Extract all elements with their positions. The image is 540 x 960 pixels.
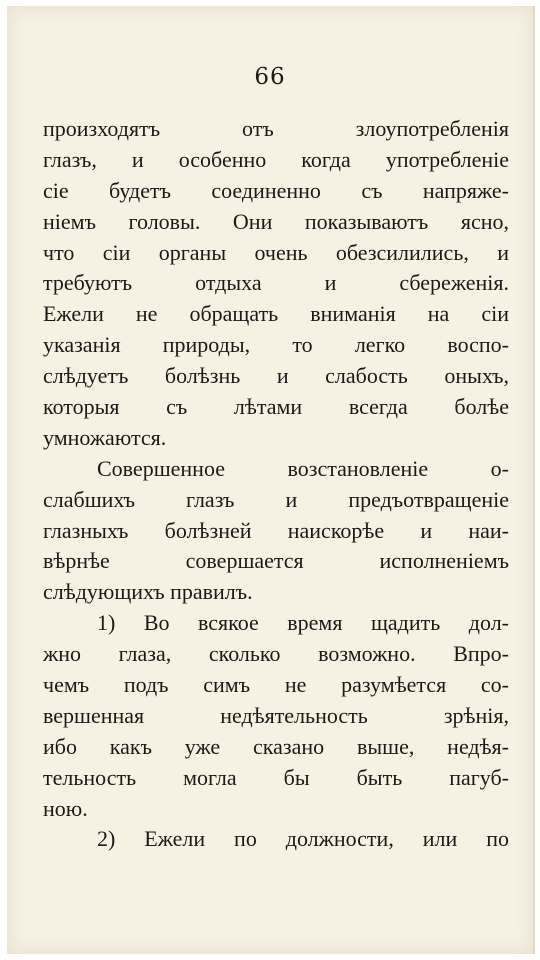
text-line: слѣдующихъ правилъ. [43, 579, 253, 605]
text-line: умножаются. [43, 424, 167, 450]
text-line: вершенная недѣятельность зрѣнія, [43, 702, 509, 728]
page-text [43, 114, 509, 855]
text-line: вѣрнѣе совершается исполненіемъ [43, 548, 509, 574]
text-line: ибо какъ уже сказано выше, недѣя- [43, 733, 509, 759]
text-line: глазъ, и особенно когда употребленіе [43, 146, 509, 172]
text-line: Совершенное возстановленіе о- [97, 455, 509, 481]
text-line: слабшихъ глазъ и предъотвращеніе [43, 486, 509, 512]
page-number: 66 [254, 64, 286, 90]
text-line: ною. [43, 795, 88, 821]
text-line: указанія природы, то легко воспо- [43, 332, 509, 358]
text-line: 2) Ежели по должности, или по [97, 826, 509, 852]
text-line: жно глаза, сколько возможно. Впро- [43, 641, 509, 667]
text-line: требуютъ отдыха и сбереженія. [43, 270, 509, 296]
text-line: 1) Во всякое время щадить дол- [97, 610, 509, 636]
text-line: ніемъ головы. Они показываютъ ясно, [43, 208, 509, 234]
text-line: Ежели не обращать вниманія на сіи [43, 301, 509, 327]
text-line: тельность могла бы быть пагуб- [43, 764, 509, 790]
text-line: которыя съ лѣтами всегда болѣе [43, 394, 509, 420]
text-line: произходятъ отъ злоупотребленія [43, 116, 509, 141]
book-page [7, 6, 535, 954]
text-line: слѣдуетъ болѣзнь и слабость оныхъ, [43, 363, 509, 389]
text-line: чемъ подъ симъ не разумѣется со- [43, 672, 509, 698]
text-line: глазныхъ болѣзней наискорѣе и наи- [43, 517, 509, 543]
text-line: что сіи органы очень обезсилились, и [43, 239, 509, 265]
text-line: сіе будетъ соединенно съ напряже- [43, 177, 509, 203]
